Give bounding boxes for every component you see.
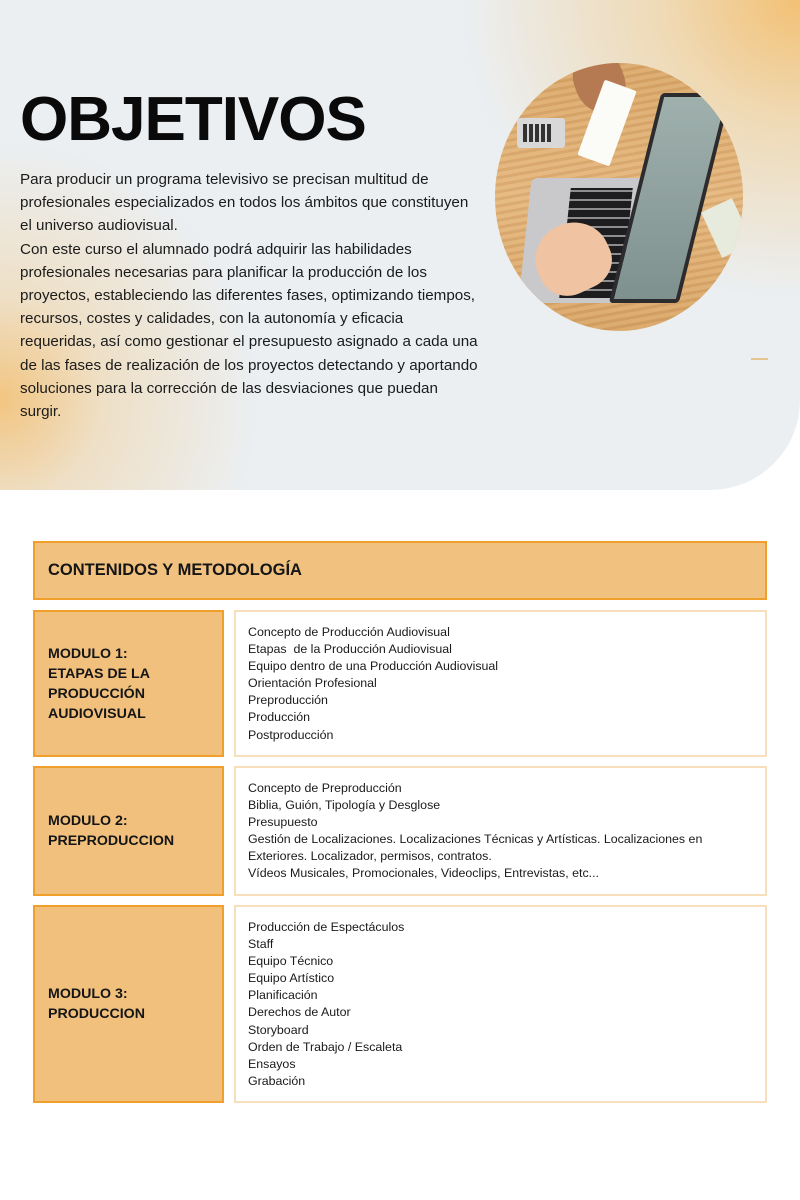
module-title-line: PRODUCCIÓN	[48, 685, 145, 702]
section-header	[33, 541, 767, 600]
topic-item: Producción de Espectáculos	[248, 920, 405, 934]
module-title-line: AUDIOVISUAL	[48, 705, 146, 722]
topic-item: Concepto de Producción Audiovisual	[248, 625, 450, 639]
topic-item: Producción	[248, 710, 310, 725]
topic-item: Concepto de Preproducción	[248, 781, 402, 795]
module-title	[48, 644, 150, 724]
topic-item: Equipo Técnico	[248, 954, 334, 969]
topic-item: Presupuesto	[248, 815, 318, 830]
topic-item: Grabación	[248, 1073, 306, 1088]
module-topic-list	[248, 780, 753, 883]
module-title-line: MODULO 1:	[48, 645, 128, 662]
hero-photo	[495, 63, 743, 331]
module-content	[234, 905, 767, 1103]
topic-item: Planificación	[248, 988, 318, 1003]
module-title	[48, 984, 145, 1024]
objectives-paragraph: Para producir un programa televisivo se precisan multitud de profesionales especializados en todos los ámbitos que constituyen el universo audiovisual.	[20, 171, 469, 235]
module-title-line: MODULO 3:	[48, 986, 128, 1002]
calculator-icon	[517, 118, 565, 148]
topic-item: Storyboard	[248, 1022, 309, 1037]
topic-item: Postproducción	[248, 727, 334, 742]
module-row	[33, 905, 767, 1103]
module-title	[48, 811, 174, 851]
objectives-paragraph: Con este curso el alumnado podrá adquirir las habilidades profesionales necesarias para planificar la producción de los proyectos, estableciendo las diferentes fases, optimizando tiempos, recursos, costes y calidades, con la autonomía y eficacia requeridas, así como gestionar el presupuesto asignado a cada una de las fases de realización de los proyectos detectando y aportando soluciones para la corrección de las desviaciones que puedan surgir.	[20, 240, 478, 421]
topic-item: Preproducción	[248, 693, 328, 708]
page-title: OBJETIVOS	[20, 85, 366, 154]
objectives-text	[20, 168, 480, 423]
topic-item: Derechos de Autor	[248, 1005, 351, 1020]
topic-item: Staff	[248, 937, 274, 952]
module-label	[33, 610, 224, 757]
topic-item: Equipo Artístico	[248, 971, 335, 986]
module-title-line: PRODUCCION	[48, 1006, 145, 1022]
module-label	[33, 905, 224, 1103]
topic-item: Etapas de la Producción Audiovisual	[248, 642, 452, 657]
section-title: CONTENIDOS Y METODOLOGÍA	[48, 561, 302, 579]
module-content	[234, 766, 767, 896]
module-topic-list	[248, 624, 753, 744]
module-title-line: PREPRODUCCION	[48, 833, 175, 849]
topic-item: Gestión de Localizaciones. Localizaciones Técnicas y Artísticas. Localizaciones en Exteriores. Localizador, permisos, contratos.	[248, 832, 703, 864]
topic-item: Orientación Profesional	[248, 676, 377, 691]
module-label	[33, 766, 224, 896]
module-content	[234, 610, 767, 757]
module-topic-list	[248, 919, 753, 1090]
module-row	[33, 766, 767, 896]
decorative-divider	[751, 358, 768, 360]
module-title-line: ETAPAS DE LA	[48, 665, 150, 682]
topic-item: Ensayos	[248, 1056, 296, 1071]
topic-item: Biblia, Guión, Tipología y Desglose	[248, 798, 441, 813]
topic-item: Equipo dentro de una Producción Audiovisual	[248, 659, 499, 674]
topic-item: Orden de Trabajo / Escaleta	[248, 1039, 403, 1054]
module-row	[33, 610, 767, 757]
topic-item: Vídeos Musicales, Promocionales, Videoclips, Entrevistas, etc...	[248, 866, 599, 881]
module-title-line: MODULO 2:	[48, 813, 128, 829]
